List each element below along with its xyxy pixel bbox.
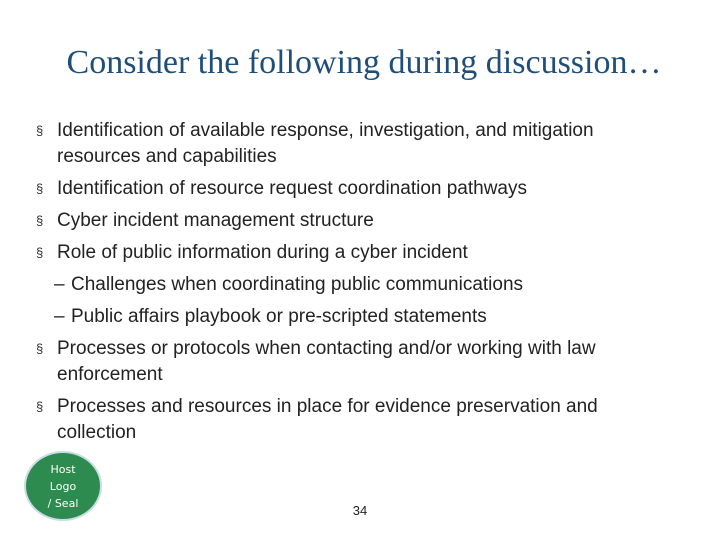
sub-bullet-marker: – (54, 306, 65, 327)
bullet-text: Role of public information during a cyber incident (57, 242, 468, 263)
bullet-text: Identification of available response, investigation, and mitigation resources and capabilities (57, 120, 594, 167)
page-number: 34 (352, 503, 368, 518)
bullet-text: Processes and resources in place for evidence preservation and collection (57, 396, 598, 443)
bullet-marker: § (36, 341, 44, 356)
bullet-item (36, 118, 676, 170)
bullet-marker: § (36, 213, 44, 228)
bullet-marker: § (36, 123, 44, 138)
sub-bullet-list (54, 272, 676, 330)
logo-text-line: Host (50, 462, 76, 476)
bullet-text: Identification of resource request coordination pathways (57, 178, 527, 199)
bullet-item (36, 176, 676, 202)
bullet-item (36, 394, 676, 446)
sub-bullet-text: Challenges when coordinating public communications (71, 274, 524, 295)
bullet-list (36, 118, 676, 452)
bullet-item (36, 208, 676, 234)
sub-bullet-item (54, 272, 676, 298)
sub-bullet-item (54, 304, 676, 330)
logo-text-line: Logo (49, 479, 77, 493)
sub-bullet-text: Public affairs playbook or pre-scripted statements (71, 306, 487, 327)
bullet-item (36, 240, 676, 330)
bullet-marker: § (36, 181, 44, 196)
logo-text-line: / Seal (47, 496, 79, 510)
slide-title: Consider the following during discussion… (66, 44, 662, 81)
sub-bullet-marker: – (54, 274, 65, 295)
bullet-marker: § (36, 399, 44, 414)
bullet-text: Cyber incident management structure (57, 210, 374, 231)
bullet-marker: § (36, 245, 44, 260)
bullet-text: Processes or protocols when contacting and/or working with law enforcement (57, 338, 596, 385)
bullet-item (36, 336, 676, 388)
host-logo-seal (24, 451, 102, 521)
